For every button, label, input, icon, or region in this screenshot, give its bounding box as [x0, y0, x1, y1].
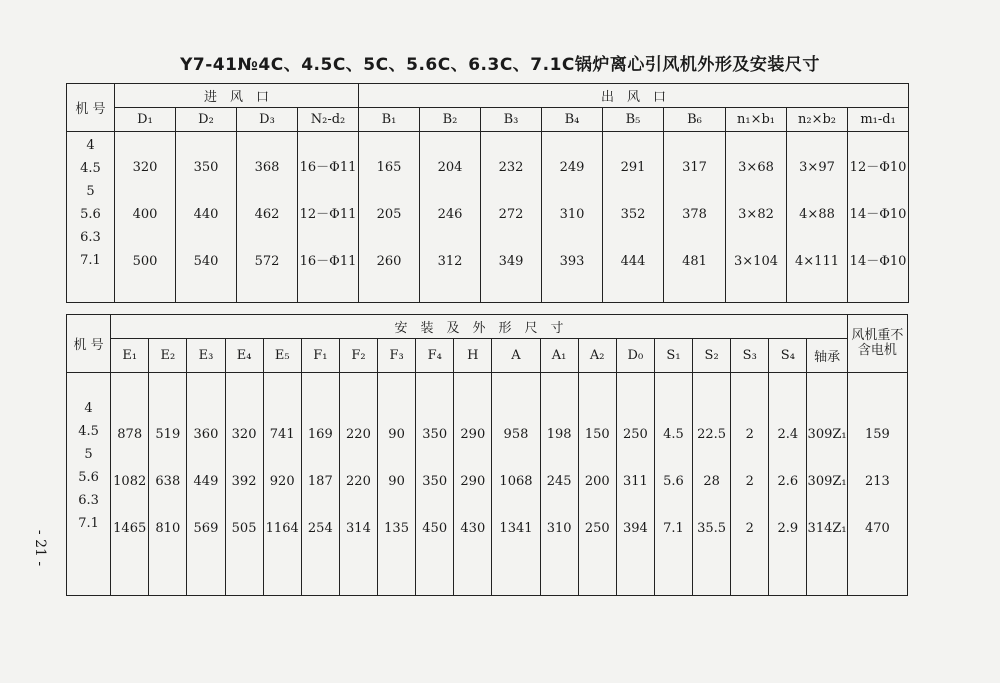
column-header: S₂ [693, 339, 731, 373]
table-cell: 5.6 [663, 474, 684, 489]
table-cell: 1068 [499, 474, 533, 489]
installation-header: 安 装 及 外 形 尺 寸 [111, 315, 848, 339]
machine-column [67, 373, 111, 596]
table-cell: 440 [193, 207, 219, 222]
table-cell: 14－Φ10 [849, 254, 907, 269]
machine-number: 5.6 [80, 207, 101, 222]
column-header: F₁ [301, 339, 339, 373]
column-header: S₁ [654, 339, 692, 373]
outlet-header: 出 风 口 [359, 84, 909, 108]
column-header: A₂ [578, 339, 616, 373]
table-cell: 540 [193, 254, 219, 269]
data-column [301, 373, 339, 596]
table-cell: 205 [376, 207, 402, 222]
machine-column [67, 132, 115, 303]
table-cell: 1164 [265, 521, 299, 536]
table-cell: 90 [388, 427, 405, 442]
column-header: S₄ [769, 339, 807, 373]
data-column [578, 373, 616, 596]
table-cell: 16－Φ11 [299, 160, 357, 175]
table-cell: 320 [132, 160, 158, 175]
table-cell: 165 [376, 160, 402, 175]
table-cell: 204 [437, 160, 463, 175]
table-cell: 250 [622, 427, 648, 442]
data-column [726, 132, 787, 303]
table-cell: 187 [307, 474, 333, 489]
page-number: - 21 - [32, 529, 48, 567]
table-cell: 272 [498, 207, 524, 222]
table-cell: 741 [269, 427, 295, 442]
data-column [111, 373, 149, 596]
table-cell: 309Z₁ [807, 427, 847, 442]
table-cell: 3×97 [799, 160, 835, 175]
column-header: F₂ [339, 339, 377, 373]
table-cell: 2.6 [777, 474, 799, 489]
table-cell: 90 [388, 474, 405, 489]
column-header: E₂ [149, 339, 187, 373]
machine-number: 7.1 [80, 253, 101, 268]
data-column [616, 373, 654, 596]
table-cell: 28 [703, 474, 720, 489]
data-column [176, 132, 237, 303]
table-cell: 2.4 [777, 427, 799, 442]
machine-number: 5 [86, 184, 95, 199]
data-column [187, 373, 225, 596]
table-cell: 291 [620, 160, 646, 175]
machine-number: 4 [86, 138, 95, 153]
table-cell: 378 [682, 207, 707, 222]
table-cell: 260 [376, 254, 402, 269]
table-cell: 2 [745, 427, 754, 442]
data-column [420, 132, 481, 303]
data-column [115, 132, 176, 303]
data-column [847, 373, 907, 596]
data-column [807, 373, 847, 596]
table-cell: 1341 [499, 521, 533, 536]
table-cell: 1082 [113, 474, 147, 489]
data-column [339, 373, 377, 596]
column-header: E₄ [225, 339, 263, 373]
data-column [378, 373, 416, 596]
column-header: B₄ [542, 108, 603, 132]
column-header: B₃ [481, 108, 542, 132]
data-column [237, 132, 298, 303]
table-cell: 2 [745, 474, 754, 489]
table-cell: 481 [682, 254, 707, 269]
table-cell: 349 [498, 254, 524, 269]
table-cell: 317 [682, 160, 707, 175]
table-cell: 878 [117, 427, 143, 442]
table-cell: 500 [132, 254, 158, 269]
column-header: n₁×b₁ [726, 108, 787, 132]
table-cell: 400 [132, 207, 158, 222]
data-column [664, 132, 726, 303]
data-column [298, 132, 359, 303]
data-column [492, 373, 540, 596]
table-cell: 449 [193, 474, 219, 489]
table-cell: 198 [546, 427, 572, 442]
machine-number: 4 [84, 401, 93, 416]
data-column [454, 373, 492, 596]
data-column [848, 132, 909, 303]
data-column [481, 132, 542, 303]
table-cell: 393 [559, 254, 585, 269]
table-cell: 12－Φ11 [299, 207, 357, 222]
table-cell: 4.5 [663, 427, 684, 442]
table-cell: 310 [546, 521, 572, 536]
table-cell: 35.5 [697, 521, 727, 536]
data-column [542, 132, 603, 303]
data-column [225, 373, 263, 596]
table-cell: 220 [346, 474, 371, 489]
column-header: N₂-d₂ [298, 108, 359, 132]
machine-number: 4.5 [78, 424, 99, 439]
table-cell: 4×88 [799, 207, 835, 222]
table-cell: 314 [346, 521, 371, 536]
column-header: F₃ [378, 339, 416, 373]
column-header: E₁ [111, 339, 149, 373]
table-cell: 12－Φ10 [849, 160, 907, 175]
column-header: n₂×b₂ [787, 108, 848, 132]
table-cell: 450 [422, 521, 448, 536]
table-cell: 246 [437, 207, 463, 222]
column-header: B₂ [420, 108, 481, 132]
data-column [540, 373, 578, 596]
table-cell: 150 [584, 427, 610, 442]
table-cell: 368 [254, 160, 280, 175]
table-cell: 169 [307, 427, 333, 442]
machine-number: 4.5 [80, 161, 101, 176]
table-cell: 360 [193, 427, 219, 442]
table-cell: 232 [498, 160, 524, 175]
table-cell: 638 [155, 474, 181, 489]
table-cell: 2 [745, 521, 754, 536]
column-header: B₅ [603, 108, 664, 132]
column-header: F₄ [416, 339, 454, 373]
data-column [731, 373, 769, 596]
table-cell: 920 [269, 474, 295, 489]
table-cell: 7.1 [663, 521, 684, 536]
table-cell: 1465 [113, 521, 147, 536]
table-cell: 14－Φ10 [849, 207, 907, 222]
table-cell: 22.5 [697, 427, 727, 442]
table-cell: 392 [231, 474, 257, 489]
table-cell: 290 [460, 474, 486, 489]
table-cell: 159 [864, 427, 890, 442]
column-header: A₁ [540, 339, 578, 373]
data-column [263, 373, 301, 596]
page-title: Y7-41№4C、4.5C、5C、5.6C、6.3C、7.1C锅炉离心引风机外形及安装尺寸 [180, 55, 820, 75]
weight-header: 风机重不含电机 [847, 315, 907, 373]
table-cell: 16－Φ11 [299, 254, 357, 269]
table-cell: 810 [155, 521, 181, 536]
column-header: B₁ [359, 108, 420, 132]
column-header: D₃ [237, 108, 298, 132]
column-header: D₀ [616, 339, 654, 373]
table-cell: 254 [307, 521, 333, 536]
data-column [416, 373, 454, 596]
table-cell: 312 [437, 254, 463, 269]
machine-header: 机 号 [67, 84, 115, 132]
table-cell: 470 [864, 521, 890, 536]
machine-number: 5 [84, 447, 93, 462]
table-cell: 245 [546, 474, 572, 489]
installation-dimensions-table [66, 314, 908, 596]
inlet-outlet-table [66, 83, 909, 303]
table-cell: 135 [384, 521, 409, 536]
column-header: m₁-d₁ [848, 108, 909, 132]
table-cell: 444 [620, 254, 646, 269]
table-cell: 3×82 [738, 207, 774, 222]
column-header: H [454, 339, 492, 373]
table-cell: 350 [422, 427, 448, 442]
table-cell: 2.9 [777, 521, 799, 536]
column-header: S₃ [731, 339, 769, 373]
table-cell: 3×68 [738, 160, 774, 175]
table-cell: 462 [254, 207, 280, 222]
data-column [359, 132, 420, 303]
machine-number: 6.3 [78, 493, 99, 508]
table-cell: 200 [584, 474, 610, 489]
data-column [693, 373, 731, 596]
table-cell: 569 [193, 521, 219, 536]
column-header: A [492, 339, 540, 373]
table-cell: 350 [422, 474, 448, 489]
table-cell: 505 [231, 521, 257, 536]
data-column [149, 373, 187, 596]
table-cell: 519 [155, 427, 181, 442]
table-cell: 310 [559, 207, 585, 222]
column-header: B₆ [664, 108, 726, 132]
table-cell: 4×111 [795, 254, 839, 269]
column-header: D₂ [176, 108, 237, 132]
table-cell: 352 [620, 207, 646, 222]
table-cell: 309Z₁ [807, 474, 847, 489]
table-cell: 311 [622, 474, 648, 489]
table-cell: 290 [460, 427, 486, 442]
machine-number: 7.1 [78, 516, 99, 531]
table-cell: 3×104 [734, 254, 778, 269]
data-column [603, 132, 664, 303]
table-cell: 572 [254, 254, 280, 269]
data-column [769, 373, 807, 596]
table-cell: 213 [864, 474, 890, 489]
column-header: E₅ [263, 339, 301, 373]
table-cell: 430 [460, 521, 486, 536]
table-cell: 249 [559, 160, 585, 175]
table-cell: 394 [622, 521, 648, 536]
table-cell: 320 [231, 427, 257, 442]
table-cell: 220 [346, 427, 371, 442]
column-header: E₃ [187, 339, 225, 373]
machine-number: 6.3 [80, 230, 101, 245]
table-cell: 314Z₁ [807, 521, 847, 536]
machine-header: 机 号 [67, 315, 111, 373]
inlet-header: 进 风 口 [115, 84, 359, 108]
table-cell: 958 [503, 427, 529, 442]
machine-number: 5.6 [78, 470, 99, 485]
column-header: 轴承 [807, 339, 847, 373]
data-column [787, 132, 848, 303]
column-header: D₁ [115, 108, 176, 132]
table-cell: 250 [584, 521, 610, 536]
table-cell: 350 [193, 160, 219, 175]
data-column [654, 373, 692, 596]
